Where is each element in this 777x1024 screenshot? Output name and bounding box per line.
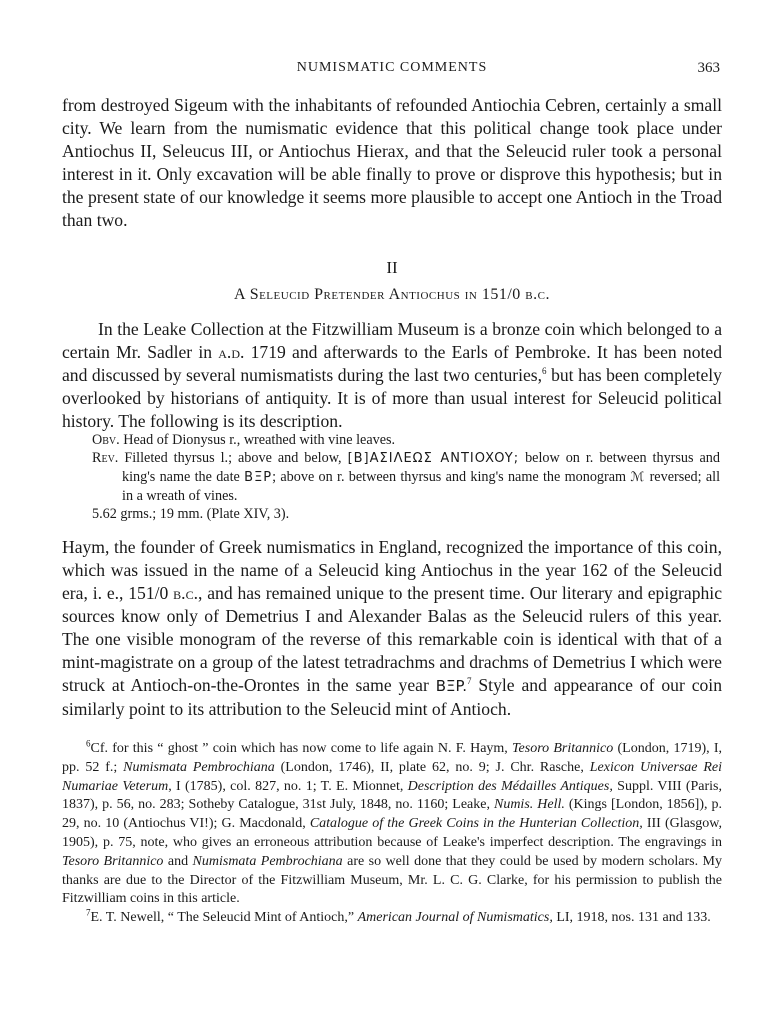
reverse-label: Rev. <box>92 450 119 466</box>
greek-date: BΞP. <box>435 677 467 695</box>
text-run: Cf. for this “ ghost ” coin which has now come to life again N. F. Haym, <box>90 741 513 756</box>
text-run: below on r. between thyrsus and king's name the date <box>122 450 720 485</box>
paragraph-haym <box>62 536 722 721</box>
monogram-glyph: ℳ <box>630 470 646 485</box>
paragraph-leake-collection <box>62 318 722 433</box>
text-run: and <box>163 853 193 869</box>
text-run: Haym, the founder of Greek numismatics in England, recognized the importance of this coin, which was issued in the name of a Seleucid king Antiochus in the year 162 of the Seleucid era, i. e., 151/0 <box>62 537 722 603</box>
text-run: 1719 and afterwards to the Earls of Pembroke. It has been noted and discussed by several numismatists during the last two centuries, <box>62 342 722 385</box>
footnote-7 <box>62 909 722 928</box>
text-run: are so well done that they could be used by modern scholars. My thanks are due to the Director of the Fitzwilliam Museum, Mr. L. C. G. Clarke, for his permission to publish the Fitzwilliam coins in this article. <box>62 853 722 907</box>
text-run: III (Glasgow, 1905), p. 75, note, who gives an erroneous attribution because of Leake's imperfect description. The engravings in <box>62 816 722 850</box>
footnote-number: 7 <box>86 907 91 918</box>
obverse-label: Obv. <box>92 432 120 448</box>
footnotes <box>62 740 722 928</box>
text-run: Suppl. VIII (Paris, 1837), p. 56, no. 283; Sotheby Catalogue, 31st July, 1848, no. 1160; Leake, <box>62 778 722 813</box>
obverse-text: Head of Dionysus r., wreathed with vine leaves. <box>123 432 396 448</box>
weight-size: 5.62 grms.; 19 mm. (Plate XIV, 3). <box>92 506 290 522</box>
coin-description <box>92 431 720 523</box>
text-run: but has been completely overlooked by historians of antiquity. It is of more than usual interest for Seleucid political history. The following is its description. <box>62 365 722 431</box>
citation-title: American Journal of Numismatics, <box>357 910 553 926</box>
text-run: LI, 1918, nos. 131 and 133. <box>552 910 711 926</box>
greek-date: BΞP <box>244 470 273 485</box>
citation-title: Lexicon Universae Rei Numariae Veterum <box>62 759 723 794</box>
section-title: A Seleucid Pretender Antiochus in 151/0 b.c. <box>234 286 550 303</box>
text-run: , and has remained unique to the present time. Our literary and epigraphic sources know only of Demetrius I and Alexander Balas as the Seleucid rulers of this year. The one visible monogram of the reverse of this remarkable coin is identical with that of a mint-magistrate on a group of the latest tetradrachms and drachms of Demetrius I which were struck at Antioch-on-the-Orontes in the same year <box>62 583 722 695</box>
reverse-entry <box>92 449 720 505</box>
page-number: 363 <box>697 60 720 76</box>
citation-title: Numismata Pembrochiana <box>123 759 275 775</box>
text-run: (London, 1719), I, pp. 52 f.; <box>62 741 723 775</box>
greek-legend: [B]AΣIΛEΩΣ ANTIOXOY; <box>347 451 520 466</box>
paragraph-continuation: from destroyed Sigeum with the inhabitants of refounded Antiochia Cebren, certainly a small city. We learn from the numismatic evidence that this political change took place under Antiochus II, Seleucus III, or Antiochus Hierax, and that the Seleucid ruler took a personal interest in it. Only excavation will be able finally to prove or disprove this hypothesis; but in the present state of our knowledge it seems more plausible to accept one Antioch in the Troad than two. <box>62 95 722 230</box>
citation-title: Tesoro Britannico <box>512 741 614 756</box>
footnote-ref: 6 <box>542 366 547 377</box>
era-abbrev: a.d. <box>218 342 245 362</box>
citation-title: Numismata Pembrochiana <box>192 853 343 869</box>
text-run: reversed; all in a wreath of vines. <box>122 469 721 504</box>
text-run: (London, 1746), II, plate 62, no. 9; J. Chr. Rasche, <box>274 759 590 775</box>
text-run: (Kings [London, 1856]), p. 29, no. 10 (Antiochus VI!); G. Macdonald, <box>62 797 723 832</box>
text-run: E. T. Newell, “ The Seleucid Mint of Antioch,” <box>90 910 358 926</box>
text-run: In the Leake Collection at the Fitzwilliam Museum is a bronze coin which belonged to a certain Mr. Sadler in <box>62 319 722 362</box>
footnote-number: 6 <box>86 738 91 749</box>
citation-title: Tesoro Britannico <box>62 853 164 869</box>
citation-title: Numis. Hell. <box>493 797 565 813</box>
text-run: ; above on r. between thyrsus and king's name the monogram <box>272 469 627 485</box>
footnote-ref: 7 <box>466 676 472 687</box>
text-run: , I (1785), col. 827, no. 1; T. E. Mionnet, <box>168 778 408 794</box>
era-abbrev: b.c. <box>173 583 198 603</box>
running-header <box>62 60 722 80</box>
text-run: Style and appearance of our coin similarly point to its attribution to the Seleucid mint of Antioch. <box>62 675 722 719</box>
text-run: Filleted thyrsus l.; above and below, <box>124 450 342 466</box>
citation-title: Catalogue of the Greek Coins in the Hunterian Collection, <box>309 816 643 832</box>
running-title: NUMISMATIC COMMENTS <box>296 60 488 75</box>
section-number: II <box>386 258 398 277</box>
obverse-entry <box>92 431 720 449</box>
footnote-6 <box>62 740 722 909</box>
citation-title: Description des Médailles Antiques, <box>407 778 613 794</box>
